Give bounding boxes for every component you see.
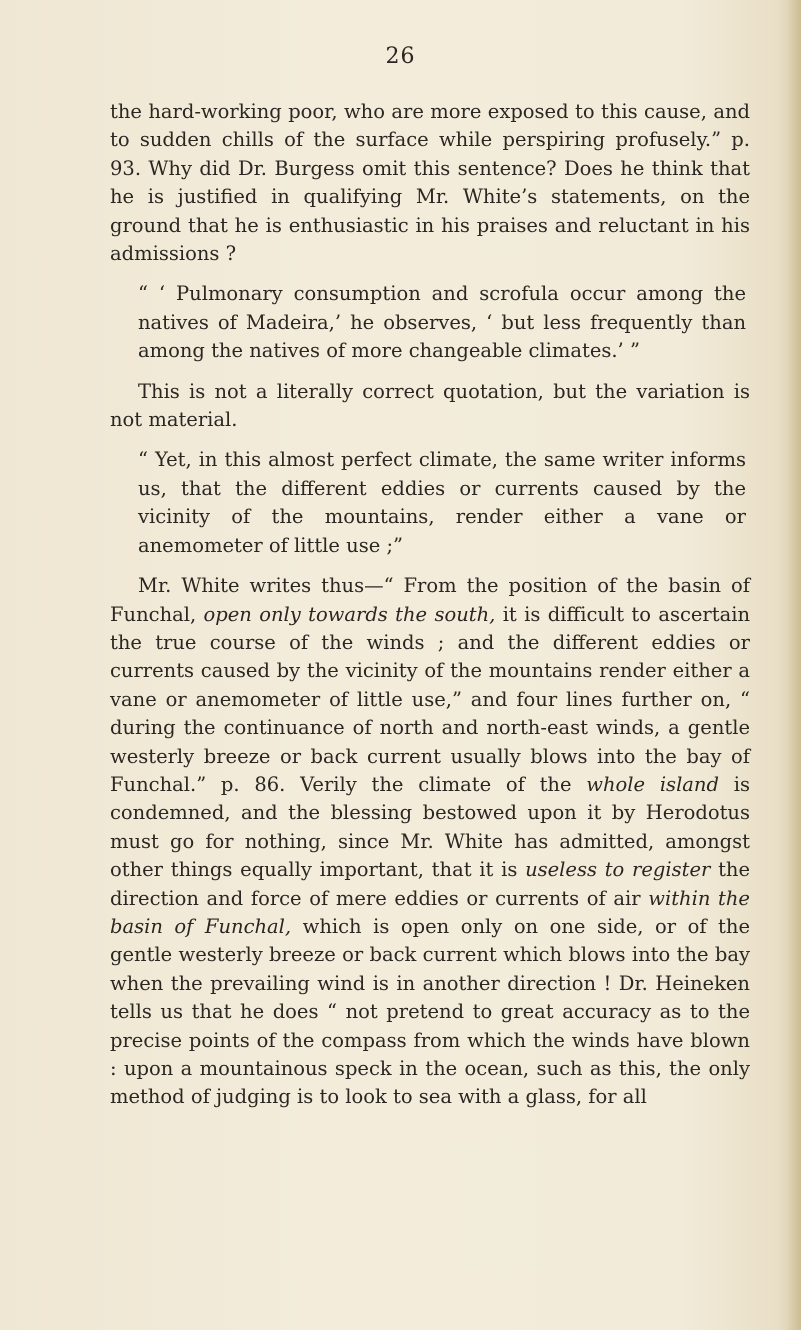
page-edge-shadow [787, 0, 801, 1330]
text-segment: “ ‘ Pulmonary consumption and scrofula occur among the natives of Madeira,’ he observes, ‘ but less frequently than among the natives of more changeable climates.’ ” [138, 282, 746, 363]
italic-segment: useless to register [525, 858, 711, 882]
text-segment: is condemned, and the blessing bestowed upon it by Herodotus must go for nothing, since Mr. White has admitted, amongst other things equally important, that it is [110, 772, 750, 882]
text-segment: it is difficult to ascertain the true course of the winds ; and the different eddies or currents caused by the vicinity of the mountains render either a vane or anemometer of little use,” and four lines further on, “ during the continuance of north and north-east winds, a gentle westerly breeze or back current usually blows into the bay of Funchal.” p. 86. Verily the climate of the [110, 602, 750, 796]
paragraph-2-quotation [110, 280, 750, 365]
text-segment: This is not a literally correct quotation, but the variation is not material. [110, 379, 750, 432]
text-segment: Mr. White writes thus—“ From the position of the basin of Funchal, [110, 574, 750, 626]
text-segment: the hard-working poor, who are more exposed to this cause, and to sudden chills of the surface while perspiring profusely.” p. 93. Why did Dr. Burgess omit this sentence? Does he think that he is justified in qualifying Mr. White’s statements, on the ground that he is enthusiastic in his praises and reluctant in his admissions ? [110, 100, 750, 266]
paragraph-3 [110, 378, 750, 435]
body-text [110, 98, 750, 1112]
italic-segment: within the basin of Funchal, [110, 886, 750, 938]
italic-segment: open only towards the south, [203, 602, 496, 626]
text-segment: which is open only on one side, or of the gentle westerly breeze or back current which blows into the bay when the prevailing wind is in another direction ! Dr. Heineken tells us that he does “ not pretend to great accuracy as to the precise points of the compass from which the winds have blown : upon a mountainous speck in the ocean, such as this, the only method of judging is to look to sea with a glass, for all [110, 914, 750, 1109]
text-segment: the direction and force of mere eddies or currents of air [110, 858, 751, 910]
text-segment: “ Yet, in this almost perfect climate, the same writer informs us, that the different eddies or currents caused by the vicinity of the mountains, render either a vane or anemometer of little use ;” [138, 448, 746, 557]
paragraph-1 [110, 98, 750, 268]
paragraph-4-quotation [110, 446, 750, 560]
page-number: 26 [385, 44, 416, 69]
paragraph-5 [110, 572, 750, 1112]
italic-segment: whole island [586, 772, 719, 796]
